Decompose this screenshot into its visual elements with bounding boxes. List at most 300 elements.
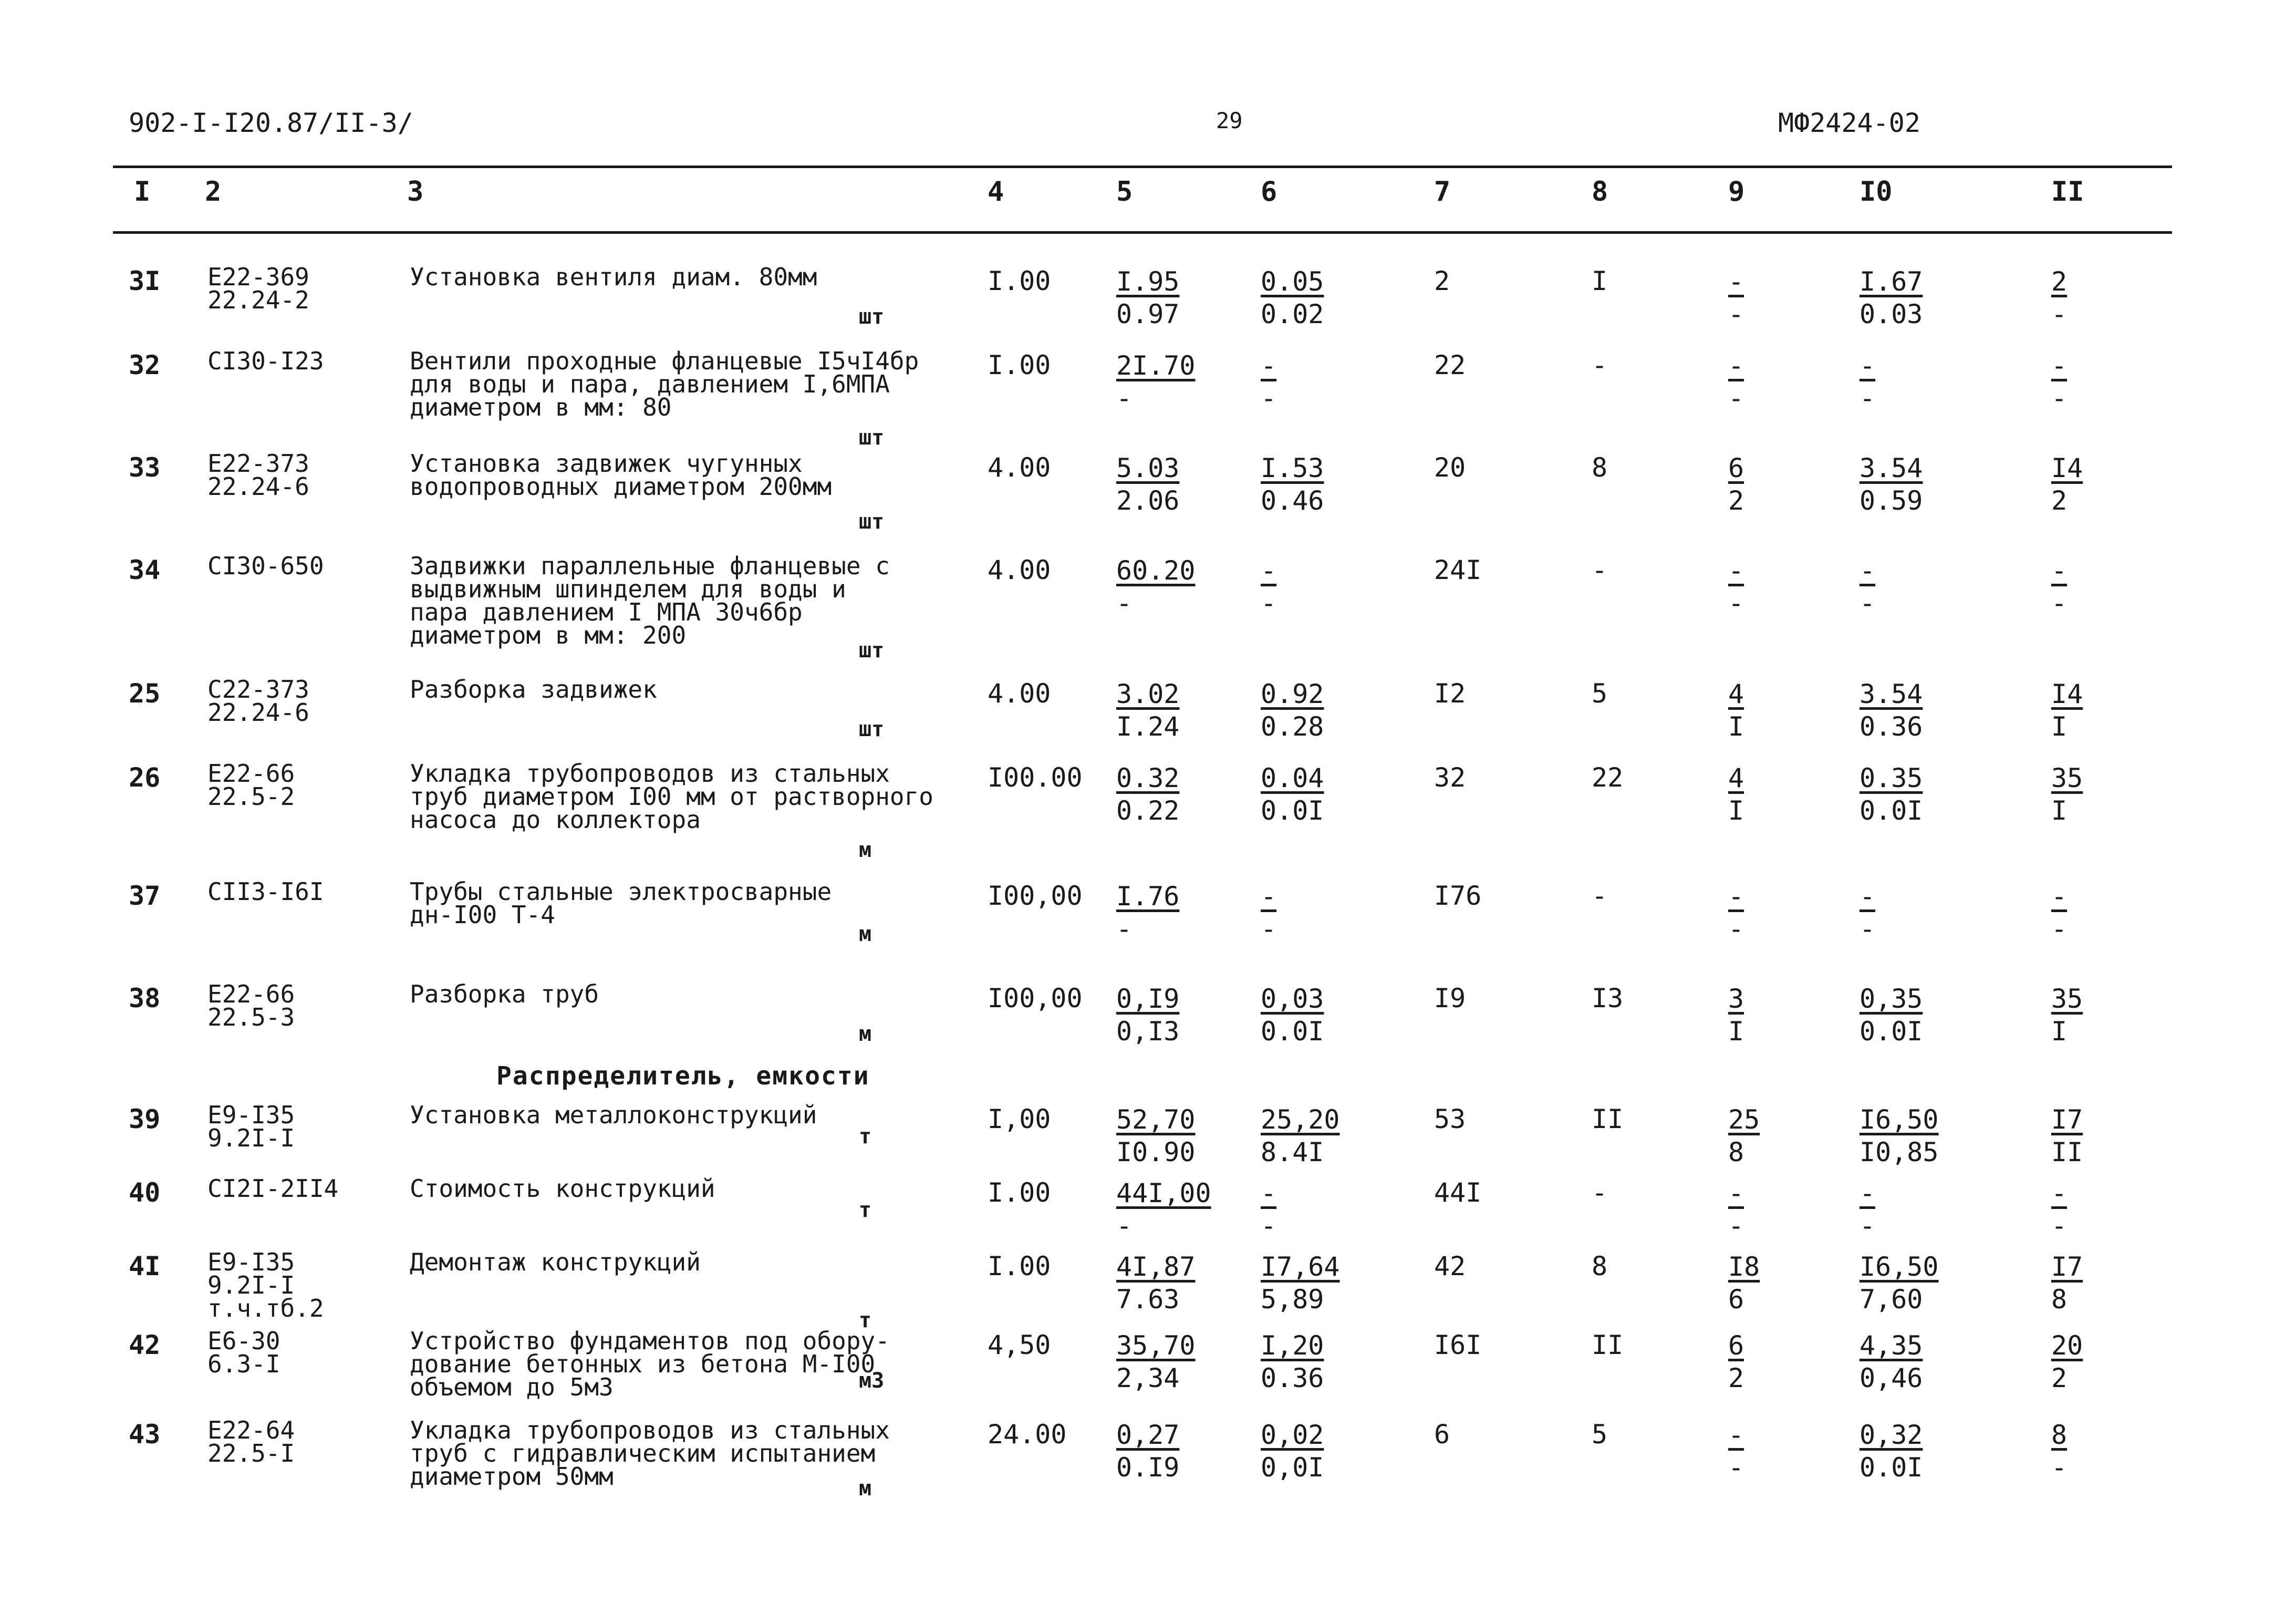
col10-value-fraction xyxy=(1859,1419,1923,1484)
unit-cost-bottom: - xyxy=(1116,914,1133,944)
total-wages: - xyxy=(1592,881,1608,911)
wages-cost-bottom: 0.02 xyxy=(1261,299,1324,329)
wages-cost-fraction xyxy=(1261,1103,1340,1169)
wages-cost-top: 0.04 xyxy=(1261,763,1324,793)
work-description: Разборка труб xyxy=(410,980,599,1008)
total-cost: I6I xyxy=(1434,1330,1482,1360)
row-number: 40 xyxy=(129,1177,161,1208)
total-cost: I76 xyxy=(1434,881,1482,911)
column-header-6: 6 xyxy=(1261,176,1277,208)
col10-value-top: - xyxy=(1859,1178,1876,1208)
wages-cost-fraction xyxy=(1261,265,1324,330)
unit-cost-top: 3.02 xyxy=(1116,679,1180,709)
total-cost: 24I xyxy=(1434,555,1482,585)
col9-value-bottom: - xyxy=(1728,383,1744,413)
col10-value-top: - xyxy=(1859,881,1876,912)
unit-cost-fraction xyxy=(1116,1329,1196,1394)
unit-cost-bottom: 0.22 xyxy=(1116,795,1180,826)
col9-value-fraction xyxy=(1728,265,1760,330)
column-header-3: 3 xyxy=(407,176,424,208)
column-header-7: 7 xyxy=(1434,176,1451,208)
col9-value-top: 3 xyxy=(1728,984,1744,1014)
row-number: 42 xyxy=(129,1330,161,1360)
total-wages: - xyxy=(1592,350,1608,380)
col9-value-bottom: - xyxy=(1728,914,1744,944)
col11-value-top: - xyxy=(2051,881,2068,912)
unit-of-measure: м3 xyxy=(859,1369,885,1393)
col11-value-top: - xyxy=(2051,1178,2068,1208)
col10-value-top: 4,35 xyxy=(1859,1330,1923,1361)
col11-value-fraction xyxy=(2051,265,2083,330)
col11-value-fraction xyxy=(2051,1177,2083,1242)
unit-cost-top: 60.20 xyxy=(1116,555,1196,586)
total-wages: 5 xyxy=(1592,678,1608,709)
col9-value-top: 4 xyxy=(1728,679,1744,709)
total-wages: - xyxy=(1592,1177,1608,1208)
col11-value-fraction xyxy=(2051,762,2083,827)
quantity: I.00 xyxy=(988,266,1051,296)
col9-value-fraction xyxy=(1728,762,1760,827)
wages-cost-bottom: 8.4I xyxy=(1261,1137,1324,1167)
wages-cost-fraction xyxy=(1261,1250,1340,1316)
col10-value-fraction xyxy=(1859,983,1923,1048)
col10-value-fraction xyxy=(1859,880,1891,945)
col10-value-bottom: 0.03 xyxy=(1859,299,1923,329)
work-description: Вентили проходные фланцевые I5чI4бр для воды и пара, давлением I,6МПА диаметром в мм: 80 xyxy=(410,347,919,421)
col11-value-top: I4 xyxy=(2051,679,2083,709)
col11-value-bottom: - xyxy=(2051,1452,2068,1483)
col11-value-bottom: I xyxy=(2051,711,2068,742)
col10-value-bottom: 0.0I xyxy=(1859,1016,1923,1047)
wages-cost-fraction xyxy=(1261,678,1324,743)
col9-value-bottom: - xyxy=(1728,1211,1744,1241)
wages-cost-top: - xyxy=(1261,1178,1277,1208)
total-wages: 5 xyxy=(1592,1419,1608,1450)
column-header-5: 5 xyxy=(1116,176,1133,208)
col9-value-top: 4 xyxy=(1728,763,1744,793)
col11-value-top: 35 xyxy=(2051,984,2083,1014)
unit-cost-bottom: 7.63 xyxy=(1116,1284,1180,1315)
col10-value-top: - xyxy=(1859,350,1876,381)
quantity: I00.00 xyxy=(988,762,1083,793)
col9-value-bottom: I xyxy=(1728,711,1744,742)
col9-value-fraction xyxy=(1728,1419,1760,1484)
wages-cost-bottom: - xyxy=(1261,1211,1277,1241)
wages-cost-fraction xyxy=(1261,762,1324,827)
col9-value-bottom: 2 xyxy=(1728,1363,1744,1393)
unit-cost-bottom: 2.06 xyxy=(1116,485,1180,516)
col11-value-fraction xyxy=(2051,1329,2083,1394)
unit-cost-fraction xyxy=(1116,983,1179,1048)
wages-cost-bottom: 0,0I xyxy=(1261,1452,1324,1483)
col11-value-top: I7 xyxy=(2051,1104,2083,1135)
unit-cost-fraction xyxy=(1116,678,1179,743)
unit-cost-top: 0,27 xyxy=(1116,1420,1180,1450)
wages-cost-top: 0.05 xyxy=(1261,266,1324,297)
rate-code: Е22-369 22.24-2 xyxy=(207,263,309,314)
wages-cost-fraction xyxy=(1261,880,1292,945)
rate-code: СI2I-2II4 xyxy=(207,1174,339,1203)
wages-cost-bottom: 0.46 xyxy=(1261,485,1324,516)
quantity: I.00 xyxy=(988,1177,1051,1208)
row-number: 39 xyxy=(129,1104,161,1134)
rate-code: СI30-650 xyxy=(207,552,324,580)
col10-value-top: 3.54 xyxy=(1859,679,1923,709)
col11-value-bottom: II xyxy=(2051,1137,2083,1167)
unit-cost-bottom: 0,I3 xyxy=(1116,1016,1180,1047)
unit-of-measure: шт xyxy=(859,638,885,663)
rate-code: Е22-66 22.5-3 xyxy=(207,980,295,1031)
col10-value-bottom: - xyxy=(1859,1211,1876,1241)
wages-cost-top: 0,03 xyxy=(1261,984,1324,1014)
rate-code: Е22-373 22.24-6 xyxy=(207,449,309,501)
unit-cost-top: 0,I9 xyxy=(1116,984,1180,1014)
col10-value-bottom: - xyxy=(1859,383,1876,413)
total-wages: II xyxy=(1592,1104,1624,1134)
table-top-rule xyxy=(113,166,2172,168)
col9-value-fraction xyxy=(1728,983,1760,1048)
total-cost: 22 xyxy=(1434,350,1466,380)
work-description: Устройство фундаментов под обору- дование бетонных из бетона М-I00 объемом до 5м3 xyxy=(410,1327,890,1401)
col11-value-fraction xyxy=(2051,1419,2083,1484)
section-title: Распределитель, емкости xyxy=(496,1061,870,1091)
col9-value-bottom: 2 xyxy=(1728,485,1744,516)
col9-value-top: - xyxy=(1728,555,1744,586)
row-number: 34 xyxy=(129,555,161,585)
col9-value-top: 6 xyxy=(1728,453,1744,483)
col11-value-fraction xyxy=(2051,554,2083,619)
column-header-4: 4 xyxy=(988,176,1004,208)
col9-value-top: 6 xyxy=(1728,1330,1744,1361)
unit-of-measure: шт xyxy=(859,305,885,329)
column-header-9: 9 xyxy=(1728,176,1745,208)
unit-cost-fraction xyxy=(1116,265,1179,330)
wages-cost-bottom: 0.0I xyxy=(1261,1016,1324,1047)
col11-value-fraction xyxy=(2051,1103,2083,1169)
total-wages: 8 xyxy=(1592,1251,1608,1281)
col11-value-fraction xyxy=(2051,349,2083,415)
unit-cost-bottom: - xyxy=(1116,1211,1133,1241)
col11-value-top: - xyxy=(2051,555,2068,586)
col9-value-fraction xyxy=(1728,880,1760,945)
unit-cost-fraction xyxy=(1116,452,1179,517)
col11-value-bottom: - xyxy=(2051,383,2068,413)
col11-value-top: 20 xyxy=(2051,1330,2083,1361)
total-wages: - xyxy=(1592,555,1608,585)
total-cost: 42 xyxy=(1434,1251,1466,1281)
col10-value-bottom: 0.36 xyxy=(1859,711,1923,742)
col9-value-bottom: 8 xyxy=(1728,1137,1744,1167)
unit-cost-top: 0.32 xyxy=(1116,763,1180,793)
total-cost: 44I xyxy=(1434,1177,1482,1208)
col11-value-top: 35 xyxy=(2051,763,2083,793)
col9-value-fraction xyxy=(1728,1250,1760,1316)
work-description: Стоимость конструкций xyxy=(410,1174,715,1203)
table-header-rule xyxy=(113,231,2172,234)
col10-value-top: I6,50 xyxy=(1859,1104,1939,1135)
unit-cost-top: 44I,00 xyxy=(1116,1178,1211,1208)
unit-cost-top: I.95 xyxy=(1116,266,1180,297)
col9-value-fraction xyxy=(1728,1329,1760,1394)
col11-value-bottom: 8 xyxy=(2051,1284,2068,1315)
unit-cost-fraction xyxy=(1116,554,1196,619)
col10-value-fraction xyxy=(1859,265,1923,330)
work-description: Укладка трубопроводов из стальных труб с гидравлическим испытанием диаметром 50мм xyxy=(410,1416,890,1491)
col10-value-top: 3.54 xyxy=(1859,453,1923,483)
total-cost: I2 xyxy=(1434,678,1466,709)
col9-value-bottom: - xyxy=(1728,299,1744,329)
work-description: Демонтаж конструкций xyxy=(410,1248,701,1276)
col11-value-bottom: I xyxy=(2051,795,2068,826)
quantity: 4.00 xyxy=(988,555,1051,585)
unit-of-measure: т xyxy=(859,1308,872,1332)
unit-cost-fraction xyxy=(1116,880,1179,945)
unit-cost-fraction xyxy=(1116,1419,1179,1484)
col9-value-top: I8 xyxy=(1728,1252,1760,1282)
unit-cost-bottom: 0.I9 xyxy=(1116,1452,1180,1483)
work-description: Установка задвижек чугунных водопроводных диаметром 200мм xyxy=(410,449,832,501)
col9-value-bottom: - xyxy=(1728,588,1744,618)
page-number: 29 xyxy=(1216,108,1243,133)
column-header-11: II xyxy=(2051,176,2084,208)
unit-of-measure: шт xyxy=(859,510,885,534)
col10-value-fraction xyxy=(1859,762,1923,827)
wages-cost-bottom: 0.28 xyxy=(1261,711,1324,742)
col9-value-top: - xyxy=(1728,1178,1744,1208)
wages-cost-bottom: 5,89 xyxy=(1261,1284,1324,1315)
row-number: 3I xyxy=(129,266,161,296)
quantity: I.00 xyxy=(988,350,1051,380)
wages-cost-top: 0,02 xyxy=(1261,1420,1324,1450)
unit-of-measure: т xyxy=(859,1198,872,1222)
total-cost: 2 xyxy=(1434,266,1450,296)
col11-value-bottom: 2 xyxy=(2051,485,2068,516)
quantity: 4,50 xyxy=(988,1330,1051,1360)
col10-value-fraction xyxy=(1859,1329,1923,1394)
unit-of-measure: шт xyxy=(859,426,885,450)
col11-value-top: 2 xyxy=(2051,266,2068,297)
unit-of-measure: шт xyxy=(859,717,885,741)
col11-value-top: - xyxy=(2051,350,2068,381)
total-wages: I xyxy=(1592,266,1608,296)
unit-cost-bottom: - xyxy=(1116,383,1133,413)
work-description: Трубы стальные электросварные дн-I00 Т-4 xyxy=(410,877,832,929)
unit-cost-bottom: - xyxy=(1116,588,1133,618)
unit-cost-bottom: I.24 xyxy=(1116,711,1180,742)
col11-value-fraction xyxy=(2051,452,2083,517)
col10-value-fraction xyxy=(1859,1103,1939,1169)
col9-value-fraction xyxy=(1728,678,1760,743)
total-wages: II xyxy=(1592,1330,1624,1360)
col9-value-bottom: - xyxy=(1728,1452,1744,1483)
quantity: I00,00 xyxy=(988,983,1083,1014)
wages-cost-fraction xyxy=(1261,1329,1324,1394)
work-description: Установка металлоконструкций xyxy=(410,1101,817,1129)
unit-cost-top: 5.03 xyxy=(1116,453,1180,483)
wages-cost-fraction xyxy=(1261,1177,1292,1242)
col9-value-top: - xyxy=(1728,881,1744,912)
total-cost: I9 xyxy=(1434,983,1466,1014)
col11-value-fraction xyxy=(2051,880,2083,945)
unit-cost-top: 52,70 xyxy=(1116,1104,1196,1135)
col11-value-fraction xyxy=(2051,1250,2083,1316)
unit-cost-fraction xyxy=(1116,1250,1196,1316)
quantity: I00,00 xyxy=(988,881,1083,911)
col11-value-top: I4 xyxy=(2051,453,2083,483)
col10-value-top: - xyxy=(1859,555,1876,586)
rate-code: Е22-66 22.5-2 xyxy=(207,759,295,811)
total-wages: 22 xyxy=(1592,762,1624,793)
quantity: I.00 xyxy=(988,1251,1051,1281)
rate-code: Е6-30 6.3-I xyxy=(207,1327,280,1378)
row-number: 4I xyxy=(129,1251,161,1281)
col9-value-top: - xyxy=(1728,266,1744,297)
wages-cost-top: - xyxy=(1261,881,1277,912)
total-cost: 32 xyxy=(1434,762,1466,793)
row-number: 32 xyxy=(129,350,161,380)
wages-cost-top: - xyxy=(1261,350,1277,381)
unit-cost-fraction xyxy=(1116,762,1179,827)
col10-value-top: I.67 xyxy=(1859,266,1923,297)
unit-cost-bottom: I0.90 xyxy=(1116,1137,1196,1167)
col11-value-bottom: 2 xyxy=(2051,1363,2068,1393)
total-wages: I3 xyxy=(1592,983,1624,1014)
wages-cost-bottom: - xyxy=(1261,588,1277,618)
row-number: 43 xyxy=(129,1419,161,1450)
wages-cost-fraction xyxy=(1261,452,1324,517)
wages-cost-top: 0.92 xyxy=(1261,679,1324,709)
work-description: Установка вентиля диам. 80мм xyxy=(410,263,817,291)
col9-value-bottom: 6 xyxy=(1728,1284,1744,1315)
row-number: 33 xyxy=(129,452,161,483)
unit-cost-fraction xyxy=(1116,1103,1196,1169)
row-number: 37 xyxy=(129,881,161,911)
column-header-1: I xyxy=(134,176,151,208)
quantity: 24.00 xyxy=(988,1419,1067,1450)
quantity: I,00 xyxy=(988,1104,1051,1134)
work-description: Разборка задвижек xyxy=(410,675,657,704)
work-description: Задвижки параллельные фланцевые с выдвижным шпинделем для воды и пара давлением I МПА 30ч6бр диаметром в мм: 200 xyxy=(410,552,890,649)
col11-value-fraction xyxy=(2051,678,2083,743)
unit-cost-top: 2I.70 xyxy=(1116,350,1196,381)
wages-cost-top: - xyxy=(1261,555,1277,586)
rate-code: Е22-64 22.5-I xyxy=(207,1416,295,1467)
rate-code: Е9-I35 9.2I-I xyxy=(207,1101,295,1152)
col9-value-bottom: I xyxy=(1728,795,1744,826)
unit-cost-fraction xyxy=(1116,1177,1211,1242)
quantity: 4.00 xyxy=(988,452,1051,483)
wages-cost-bottom: - xyxy=(1261,914,1277,944)
unit-cost-top: 4I,87 xyxy=(1116,1252,1196,1282)
col11-value-bottom: - xyxy=(2051,1211,2068,1241)
row-number: 26 xyxy=(129,762,161,793)
rate-code: СII3-I6I xyxy=(207,877,324,906)
col10-value-bottom: 7,60 xyxy=(1859,1284,1923,1315)
wages-cost-top: 25,20 xyxy=(1261,1104,1340,1135)
total-cost: 53 xyxy=(1434,1104,1466,1134)
col10-value-top: I6,50 xyxy=(1859,1252,1939,1282)
wages-cost-top: I7,64 xyxy=(1261,1252,1340,1282)
col11-value-bottom: - xyxy=(2051,588,2068,618)
col10-value-fraction xyxy=(1859,452,1923,517)
col9-value-fraction xyxy=(1728,1103,1760,1169)
unit-cost-fraction xyxy=(1116,349,1196,415)
unit-cost-top: I.76 xyxy=(1116,881,1180,912)
document-code: 902-I-I20.87/II-3/ xyxy=(129,108,413,138)
quantity: 4.00 xyxy=(988,678,1051,709)
unit-cost-bottom: 2,34 xyxy=(1116,1363,1180,1393)
wages-cost-fraction xyxy=(1261,1419,1324,1484)
unit-of-measure: м xyxy=(859,1022,872,1046)
col10-value-bottom: 0.0I xyxy=(1859,795,1923,826)
col10-value-bottom: I0,85 xyxy=(1859,1137,1939,1167)
col10-value-top: 0,32 xyxy=(1859,1420,1923,1450)
col11-value-bottom: - xyxy=(2051,914,2068,944)
total-wages: 8 xyxy=(1592,452,1608,483)
total-cost: 6 xyxy=(1434,1419,1450,1450)
wages-cost-fraction xyxy=(1261,983,1324,1048)
col10-value-fraction xyxy=(1859,1250,1939,1316)
col10-value-top: 0,35 xyxy=(1859,984,1923,1014)
unit-of-measure: т xyxy=(859,1124,872,1149)
col11-value-top: 8 xyxy=(2051,1420,2068,1450)
unit-of-measure: м xyxy=(859,1476,872,1501)
col11-value-top: I7 xyxy=(2051,1252,2083,1282)
row-number: 38 xyxy=(129,983,161,1014)
col9-value-fraction xyxy=(1728,452,1760,517)
col9-value-top: 25 xyxy=(1728,1104,1760,1135)
sheet-code: МФ2424-02 xyxy=(1778,108,1920,138)
unit-cost-bottom: 0.97 xyxy=(1116,299,1180,329)
col9-value-fraction xyxy=(1728,1177,1760,1242)
col9-value-fraction xyxy=(1728,349,1760,415)
column-header-8: 8 xyxy=(1592,176,1608,208)
col11-value-fraction xyxy=(2051,983,2083,1048)
wages-cost-bottom: 0.0I xyxy=(1261,795,1324,826)
wages-cost-fraction xyxy=(1261,349,1292,415)
col10-value-bottom: - xyxy=(1859,914,1876,944)
col10-value-fraction xyxy=(1859,1177,1891,1242)
unit-of-measure: м xyxy=(859,838,872,862)
col9-value-fraction xyxy=(1728,554,1760,619)
col10-value-bottom: 0,46 xyxy=(1859,1363,1923,1393)
col10-value-fraction xyxy=(1859,678,1923,743)
work-description: Укладка трубопроводов из стальных труб диаметром I00 мм от растворного насоса до коллектора xyxy=(410,759,933,834)
row-number: 25 xyxy=(129,678,161,709)
wages-cost-top: I.53 xyxy=(1261,453,1324,483)
col9-value-bottom: I xyxy=(1728,1016,1744,1047)
wages-cost-fraction xyxy=(1261,554,1292,619)
col11-value-bottom: I xyxy=(2051,1016,2068,1047)
rate-code: С22-373 22.24-6 xyxy=(207,675,309,727)
col10-value-fraction xyxy=(1859,349,1891,415)
wages-cost-bottom: - xyxy=(1261,383,1277,413)
col10-value-bottom: - xyxy=(1859,588,1876,618)
wages-cost-bottom: 0.36 xyxy=(1261,1363,1324,1393)
column-header-2: 2 xyxy=(205,176,222,208)
col10-value-bottom: 0.59 xyxy=(1859,485,1923,516)
total-cost: 20 xyxy=(1434,452,1466,483)
rate-code: СI30-I23 xyxy=(207,347,324,375)
wages-cost-top: I,20 xyxy=(1261,1330,1324,1361)
col10-value-top: 0.35 xyxy=(1859,763,1923,793)
unit-cost-top: 35,70 xyxy=(1116,1330,1196,1361)
col9-value-top: - xyxy=(1728,1420,1744,1450)
column-header-10: I0 xyxy=(1859,176,1893,208)
col10-value-fraction xyxy=(1859,554,1891,619)
col11-value-bottom: - xyxy=(2051,299,2068,329)
rate-code: Е9-I35 9.2I-I т.ч.тб.2 xyxy=(207,1248,324,1322)
